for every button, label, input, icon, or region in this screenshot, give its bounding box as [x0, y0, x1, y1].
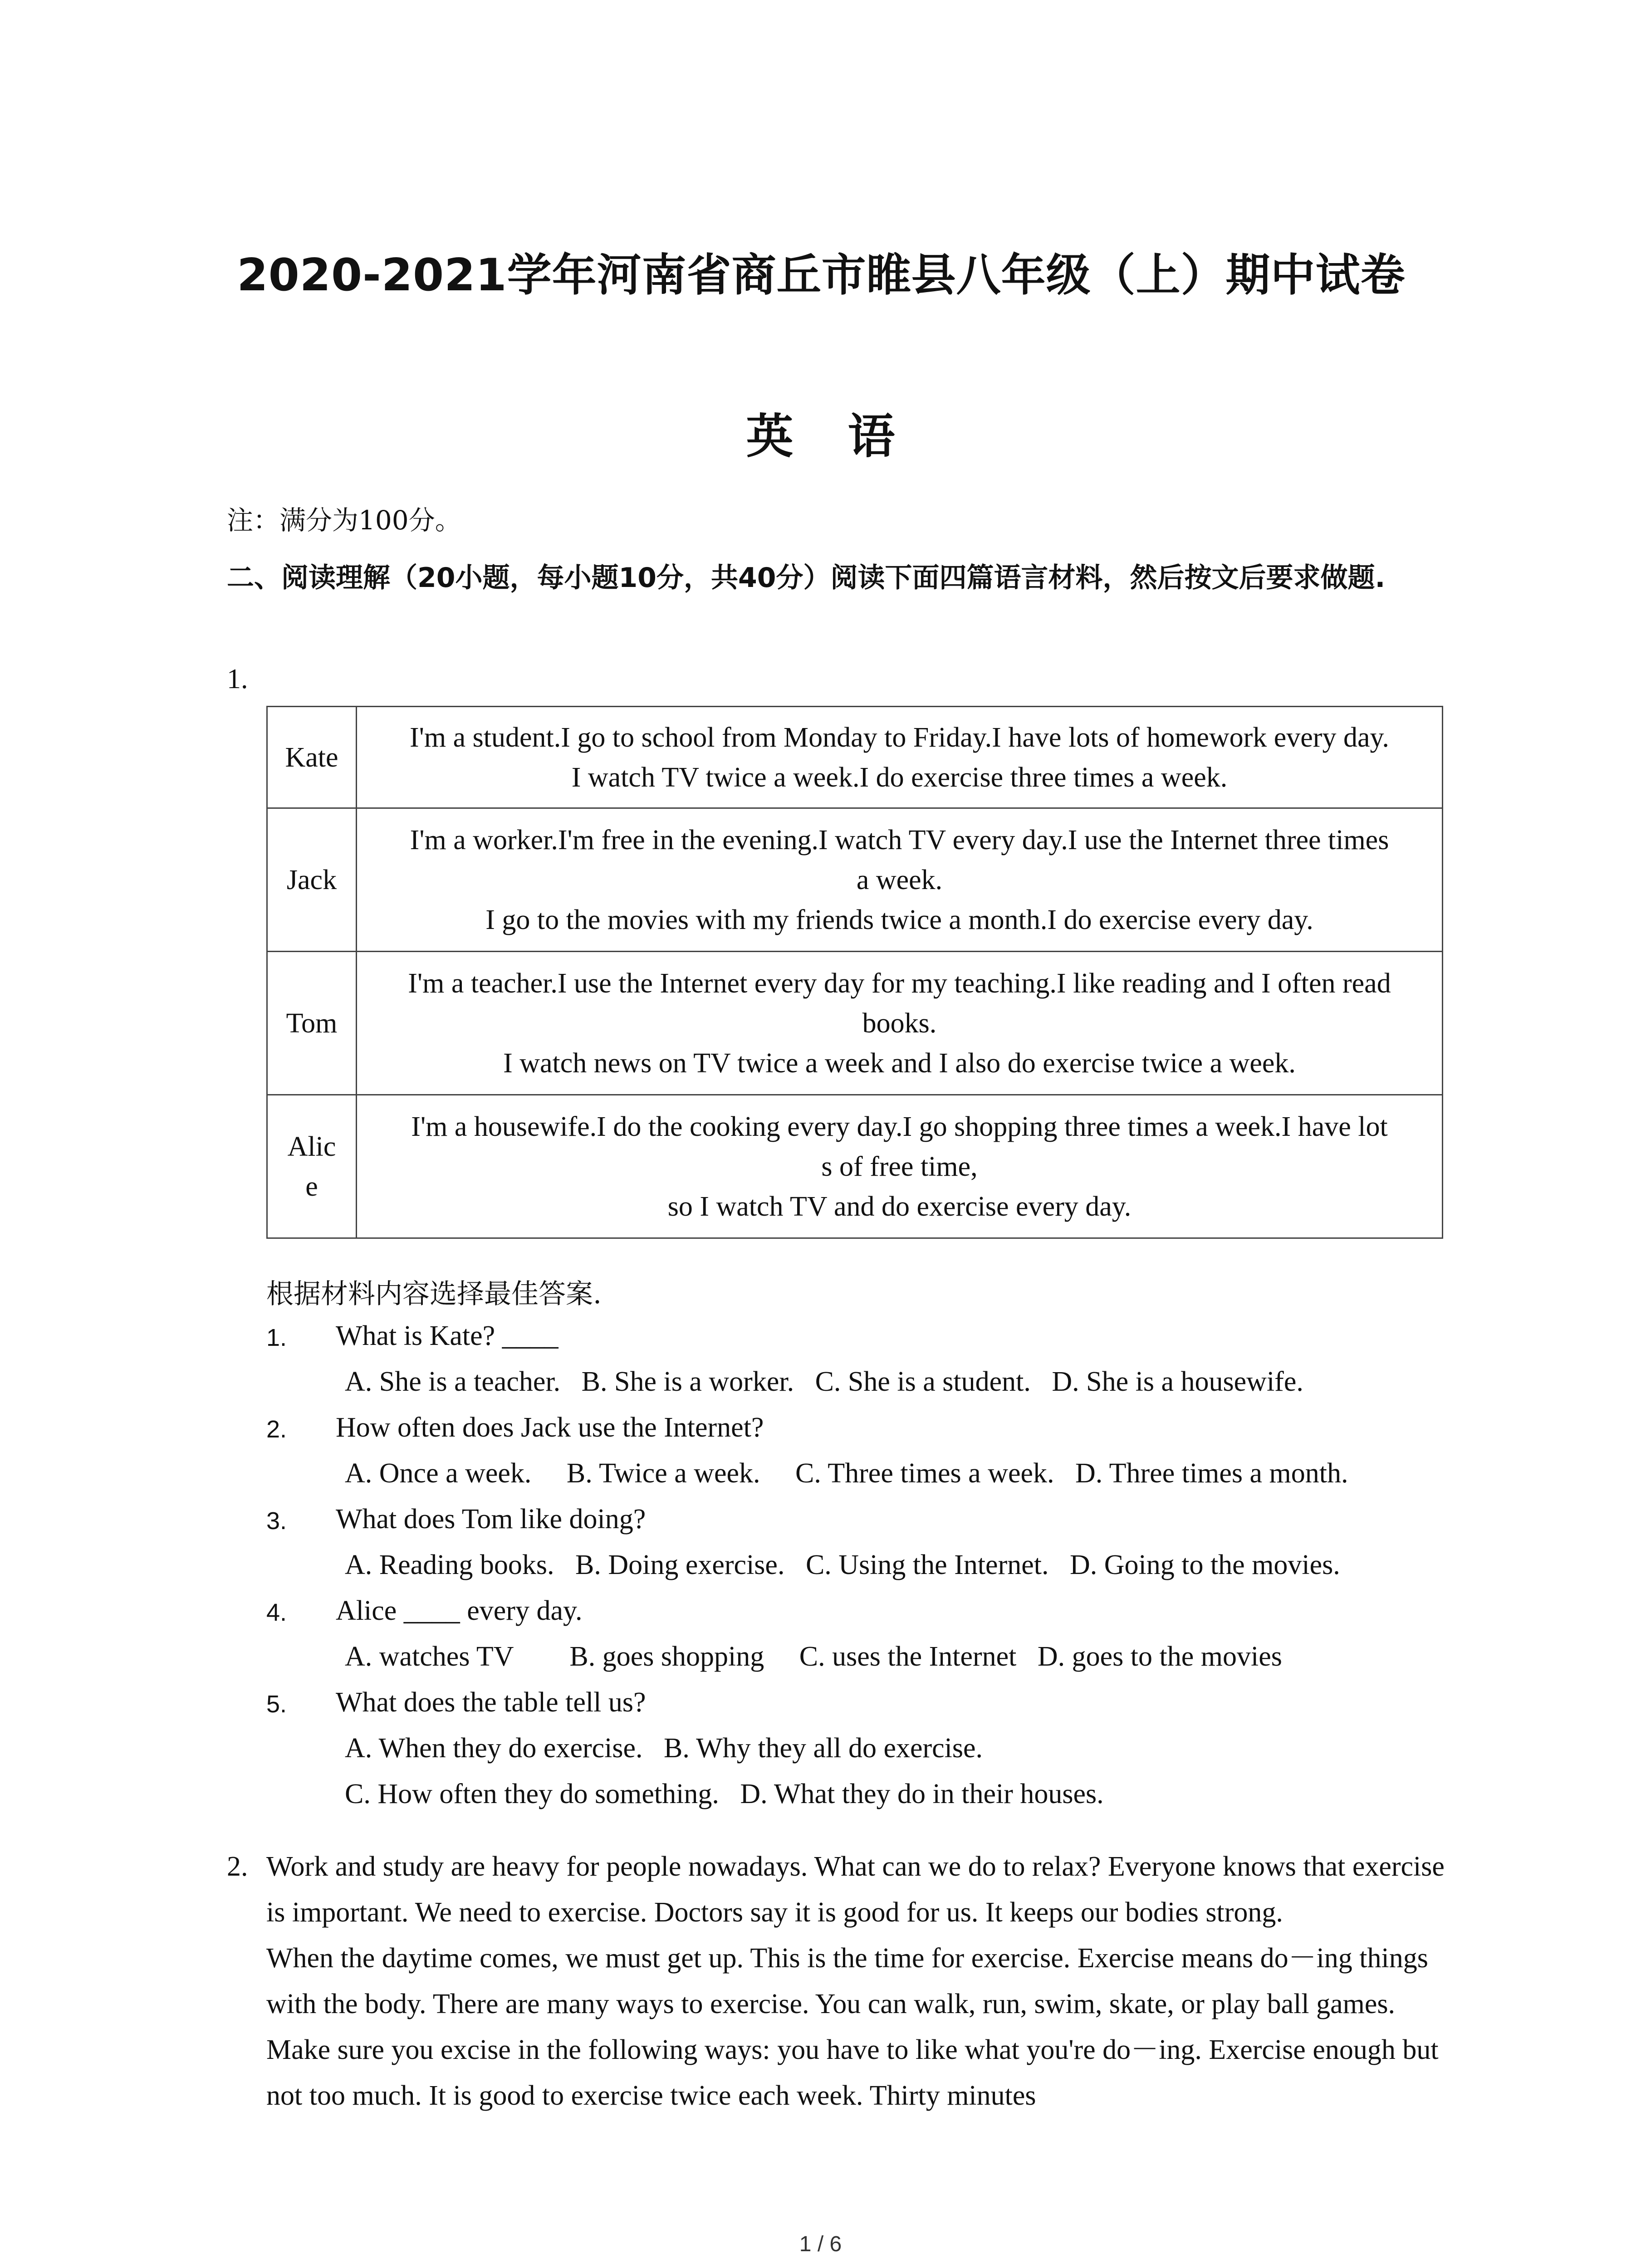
question-item	[266, 1595, 1491, 1641]
document-title: 2020-2021学年河南省商丘市睢县八年级（上）期中试卷	[237, 249, 1406, 301]
question-number: 2.	[266, 1416, 287, 1443]
person-name: Tom	[267, 952, 357, 1095]
person-description	[357, 1095, 1443, 1238]
question-number: 1.	[227, 664, 248, 694]
description-line: I'm a worker.I'm free in the evening.I watch TV every day.I use the Internet three times	[410, 824, 1389, 855]
passage-text	[266, 1844, 1452, 2119]
question-text: What does Tom like doing?	[336, 1504, 646, 1535]
description-line: books.	[862, 1007, 937, 1039]
options-text: A. She is a teacher. B. She is a worker. C. She is a student. D. She is a housewife.	[345, 1366, 1303, 1397]
person-description	[357, 808, 1443, 952]
person-name: Kate	[267, 707, 357, 808]
question-text: What is Kate? ____	[336, 1320, 558, 1351]
instruction-text: 根据材料内容选择最佳答案.	[266, 1278, 602, 1310]
person-name: Jack	[267, 808, 357, 952]
description-line: I'm a student.I go to school from Monday to Friday.I have lots of homework every day.	[410, 722, 1389, 753]
description-line: I watch news on TV twice a week and I also do exercise twice a week.	[503, 1047, 1296, 1079]
subject-heading: 英语	[746, 408, 950, 464]
question-text: What does the table tell us?	[336, 1687, 646, 1718]
passage	[227, 1844, 1452, 2119]
question-item	[266, 1686, 1491, 1732]
description-line: I go to the movies with my friends twice a month.I do exercise every day.	[485, 904, 1313, 935]
question-number: 3.	[266, 1507, 287, 1535]
people-table	[266, 706, 1443, 1239]
passage-paragraph: Work and study are heavy for people nowadays. What can we do to relax? Everyone knows that exercise is important. We need to exercise. Doctors say it is good for us. It keeps our bodies strong.	[266, 1851, 1445, 1928]
page-number: 1 / 6	[799, 2232, 842, 2256]
answer-options	[266, 1641, 1491, 1686]
question-number: 4.	[266, 1599, 287, 1626]
question-text: How often does Jack use the Internet?	[336, 1412, 764, 1443]
table-row	[267, 952, 1443, 1095]
answer-options	[266, 1457, 1491, 1503]
question-item	[266, 1503, 1491, 1549]
section-heading: 二、阅读理解（20小题，每小题10分，共40分）阅读下面四篇语言材料，然后按文后要求做题.	[227, 562, 1386, 594]
person-name: Alic e	[267, 1095, 357, 1238]
description-line: I'm a teacher.I use the Internet every day for my teaching.I like reading and I often read	[408, 968, 1391, 999]
table-row	[267, 808, 1443, 952]
question-number: 1.	[266, 1324, 287, 1351]
table-row	[267, 707, 1443, 808]
passage-paragraph: When the daytime comes, we must get up. This is the time for exercise. Exercise means do－ing things with the body. There are many ways to exercise. You can walk, run, swim, skate, or play ball games. Make sure you excise in the following ways: you have to like what you're do－ing. Exercise enough but not too much. It is good to exercise twice each week. Thirty minutes	[266, 1943, 1439, 2111]
table-row	[267, 1095, 1443, 1238]
options-text: C. How often they do something. D. What they do in their houses.	[345, 1779, 1104, 1809]
options-text: A. watches TV B. goes shopping C. uses the Internet D. goes to the movies	[345, 1641, 1282, 1672]
question-number: 2.	[227, 1851, 248, 1882]
answer-options	[266, 1366, 1491, 1412]
description-line: so I watch TV and do exercise every day.	[667, 1191, 1132, 1222]
description-line: I watch TV twice a week.I do exercise three times a week.	[571, 762, 1228, 793]
options-text: A. Once a week. B. Twice a week. C. Three times a week. D. Three times a month.	[345, 1458, 1348, 1489]
options-text: A. When they do exercise. B. Why they all do exercise.	[345, 1733, 983, 1764]
question-number: 5.	[266, 1691, 287, 1718]
answer-options	[266, 1549, 1491, 1595]
question-text: Alice ____ every day.	[336, 1595, 583, 1626]
description-line: s of free time,	[821, 1151, 978, 1182]
person-description	[357, 952, 1443, 1095]
description-line: a week.	[856, 864, 943, 895]
person-description	[357, 707, 1443, 808]
question-item	[266, 1412, 1491, 1457]
score-note: 注：满分为100分。	[227, 505, 461, 536]
answer-options	[266, 1732, 1491, 1778]
question-list	[266, 1320, 1491, 1824]
question-item	[266, 1320, 1491, 1366]
description-line: I'm a housewife.I do the cooking every day.I go shopping three times a week.I have lot	[411, 1111, 1388, 1142]
answer-options	[266, 1778, 1491, 1824]
options-text: A. Reading books. B. Doing exercise. C. Using the Internet. D. Going to the movies.	[345, 1549, 1340, 1580]
